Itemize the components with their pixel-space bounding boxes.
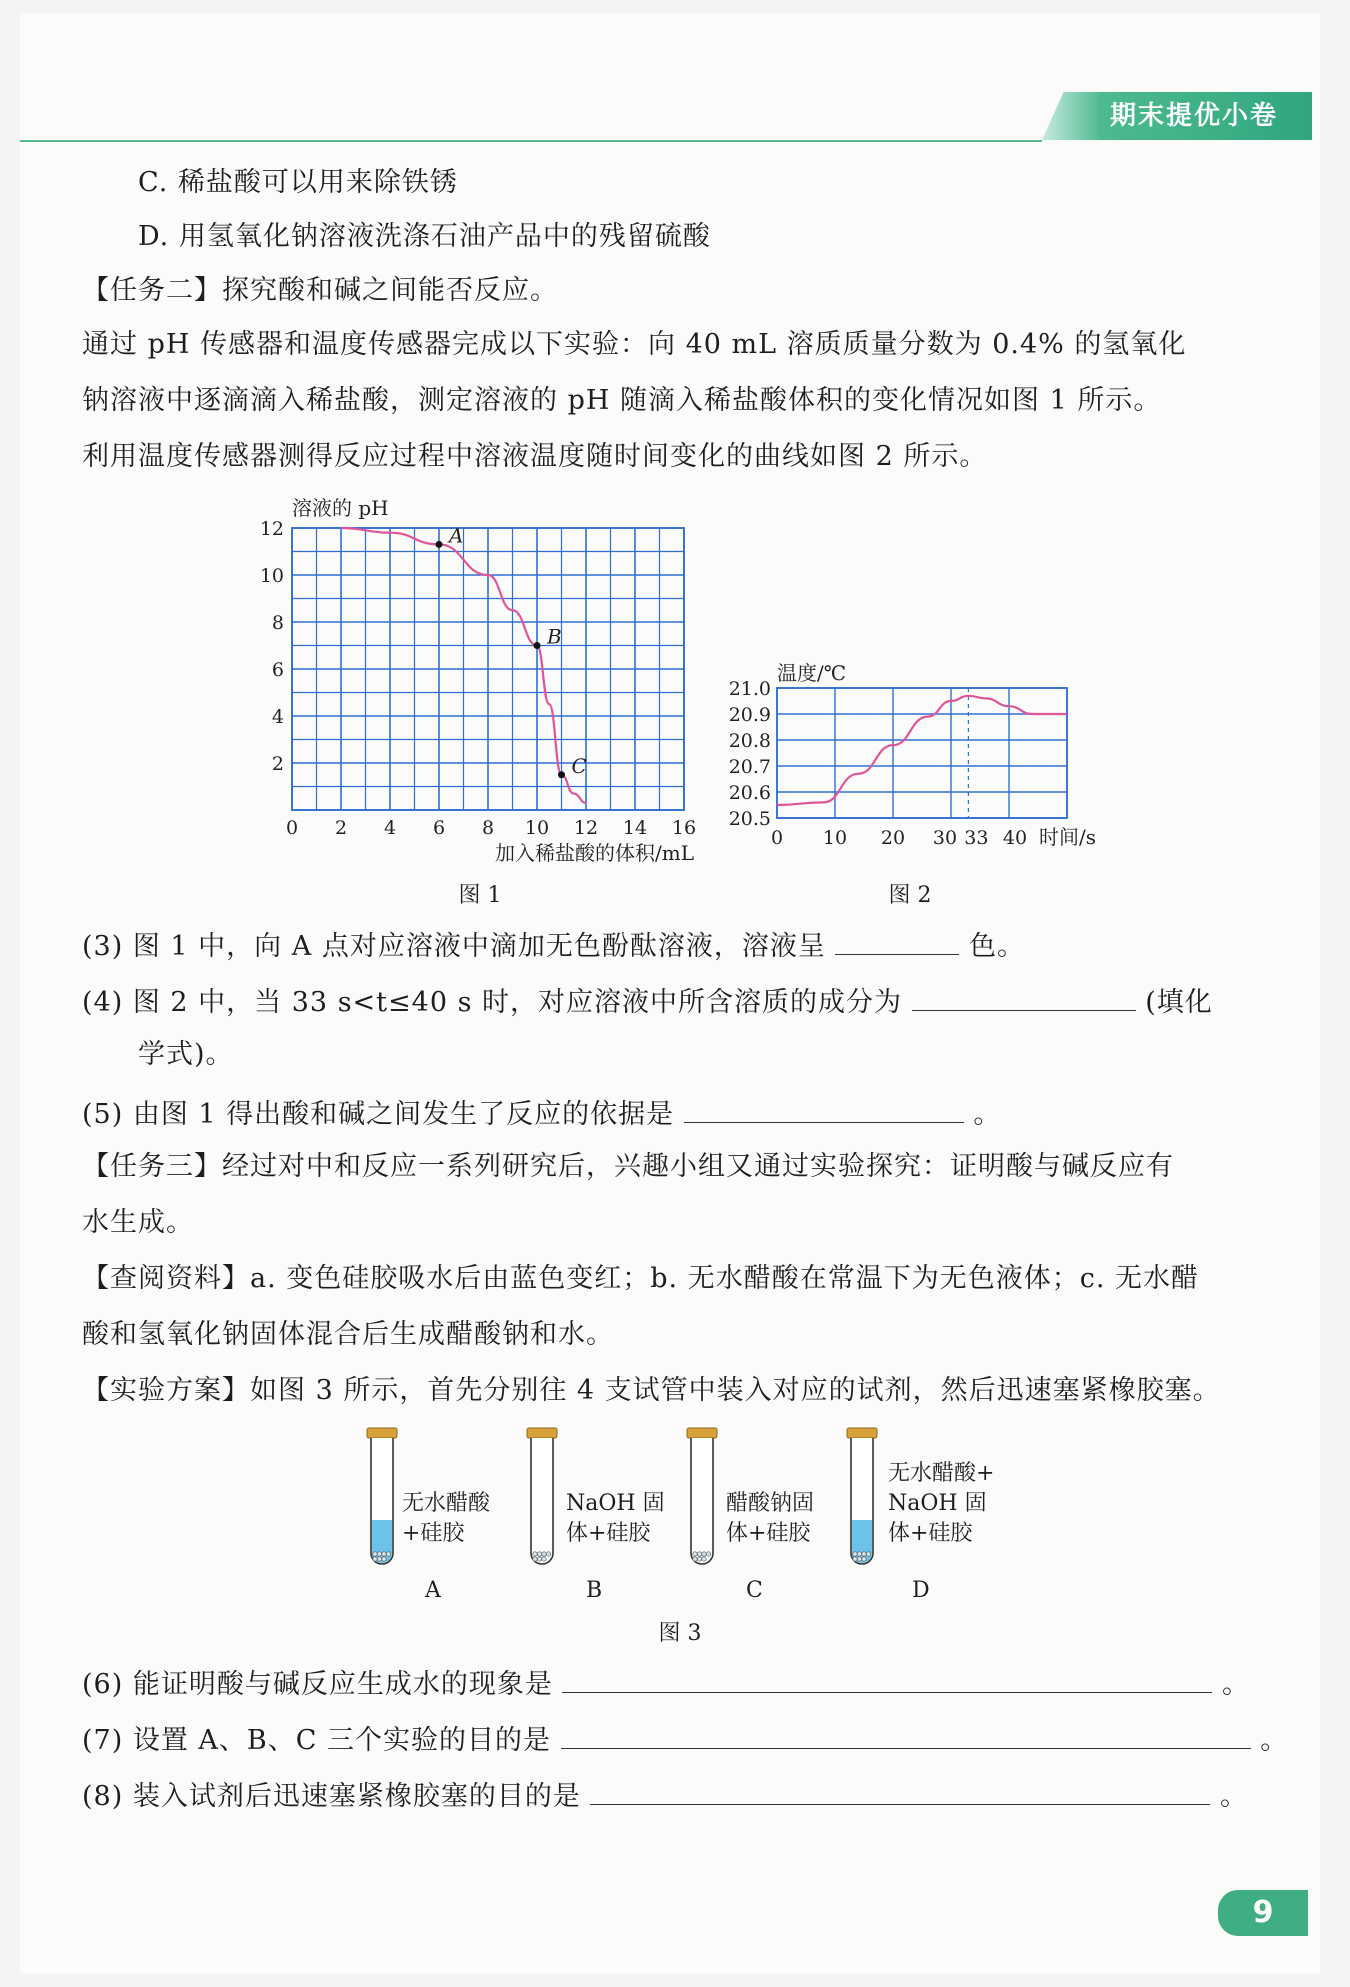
point-label-a: A	[449, 523, 464, 548]
question-8-text: (8) 装入试剂后迅速塞紧橡胶塞的目的是	[82, 1781, 581, 1812]
x-tick-label: 0	[770, 827, 784, 849]
x-tick-label: 4	[383, 817, 397, 839]
tube-d-letter: D	[912, 1578, 930, 1603]
tube-a-label-2: +硅胶	[402, 1521, 465, 1546]
silica-granule	[382, 1552, 386, 1556]
question-4-continued: 学式)。	[138, 1039, 234, 1070]
question-6-suffix: 。	[1222, 1669, 1251, 1700]
test-tube-c	[687, 1428, 717, 1564]
silica-granule	[533, 1557, 537, 1561]
tube-d-label-0: 无水醋酸+	[888, 1461, 995, 1486]
tube-b-label-2: 体+硅胶	[566, 1521, 651, 1546]
answer-blank-7[interactable]	[561, 1718, 1251, 1749]
x-tick-label: 10	[822, 827, 848, 849]
y-tick-label: 12	[259, 518, 284, 540]
tube-glass	[531, 1438, 553, 1564]
y-tick-label: 20.8	[728, 730, 771, 752]
silica-granule	[862, 1557, 866, 1561]
x-tick-label: 33	[964, 827, 989, 849]
silica-granule	[382, 1557, 386, 1561]
tube-stopper	[527, 1428, 557, 1438]
plan-line: 【实验方案】如图 3 所示，首先分别往 4 支试管中装入对应的试剂，然后迅速塞紧橡胶塞。	[82, 1375, 1221, 1406]
figure-2-caption: 图 2	[888, 883, 932, 908]
reference-line-1: 【查阅资料】a. 变色硅胶吸水后由蓝色变红；b. 无水醋酸在常温下为无色液体；c. 无水醋	[82, 1263, 1199, 1294]
y-tick-label: 2	[271, 753, 284, 775]
point-c	[558, 771, 565, 778]
task-2-heading: 【任务二】探究酸和碱之间能否反应。	[82, 275, 558, 306]
question-4	[82, 980, 1213, 1022]
figure-1-ph-chart	[250, 495, 710, 865]
silica-granule	[546, 1552, 550, 1556]
option-d: D. 用氢氧化钠溶液洗涤石油产品中的残留硫酸	[138, 221, 711, 252]
test-tube-b	[527, 1428, 557, 1564]
tube-c-label-1: 醋酸钠固	[726, 1491, 815, 1516]
x-tick-label: 12	[573, 817, 599, 839]
silica-granule	[533, 1552, 537, 1556]
question-8	[82, 1774, 1248, 1816]
silica-granule	[853, 1557, 857, 1561]
silica-granule	[377, 1557, 381, 1561]
x-tick-label: 40	[1002, 827, 1028, 849]
x-tick-label: 20	[880, 827, 906, 849]
x-tick-label: 6	[432, 817, 446, 839]
question-4-suffix: (填化	[1145, 987, 1213, 1018]
figure-2-temperature-chart	[722, 658, 1122, 868]
x-tick-label: 14	[622, 817, 648, 839]
tube-d-label-2: 体+硅胶	[888, 1521, 973, 1546]
header-title: 期末提优小卷	[1110, 101, 1279, 131]
y-tick-label: 20.9	[728, 704, 771, 726]
question-7-suffix: 。	[1260, 1725, 1289, 1756]
point-a	[436, 541, 443, 548]
test-tube-a	[367, 1428, 397, 1564]
x-tick-label: 2	[334, 817, 348, 839]
silica-granule	[857, 1552, 861, 1556]
silica-granule	[853, 1552, 857, 1556]
question-5	[82, 1092, 1001, 1134]
silica-granule	[693, 1557, 697, 1561]
answer-blank-3[interactable]	[835, 924, 959, 955]
paragraph-line-1: 通过 pH 传感器和温度传感器完成以下实验：向 40 mL 溶质质量分数为 0.4% 的氢氧化	[82, 329, 1187, 360]
question-5-text: (5) 由图 1 得出酸和碱之间发生了反应的依据是	[82, 1099, 675, 1130]
question-7-text: (7) 设置 A、B、C 三个实验的目的是	[82, 1725, 551, 1756]
x-axis-title: 加入稀盐酸的体积/mL	[495, 841, 694, 865]
plot-frame	[777, 688, 1067, 818]
test-tube-d	[847, 1428, 877, 1564]
silica-granule	[373, 1552, 377, 1556]
answer-blank-6[interactable]	[562, 1662, 1212, 1693]
y-tick-label: 8	[271, 612, 284, 634]
silica-granule	[386, 1552, 390, 1556]
silica-granule	[702, 1552, 706, 1556]
question-4-text: (4) 图 2 中，当 33 s<t≤40 s 时，对应溶液中所含溶质的成分为	[82, 987, 903, 1018]
y-tick-label: 21.0	[728, 678, 771, 700]
question-3	[82, 924, 1025, 966]
tube-stopper	[367, 1428, 397, 1438]
tube-c-label-2: 体+硅胶	[726, 1521, 811, 1546]
tube-b-letter: B	[586, 1578, 603, 1603]
question-8-suffix: 。	[1220, 1781, 1249, 1812]
task-3-line-2: 水生成。	[82, 1207, 194, 1238]
reference-line-2: 酸和氢氧化钠固体混合后生成醋酸钠和水。	[82, 1319, 614, 1350]
answer-blank-8[interactable]	[590, 1774, 1210, 1805]
y-tick-label: 20.6	[728, 782, 771, 804]
header-rule	[20, 140, 1042, 142]
point-label-b: B	[547, 624, 562, 649]
tube-c-letter: C	[746, 1578, 763, 1603]
tube-a-label-1: 无水醋酸	[402, 1491, 491, 1516]
paragraph-line-2: 钠溶液中逐滴滴入稀盐酸，测定溶液的 pH 随滴入稀盐酸体积的变化情况如图 1 所示。	[82, 385, 1162, 416]
x-tick-label: 10	[524, 817, 550, 839]
silica-granule	[857, 1557, 861, 1561]
figure-1-caption: 图 1	[458, 883, 502, 908]
question-3-suffix: 色。	[969, 931, 1026, 962]
tube-a-letter: A	[425, 1578, 441, 1603]
silica-granule	[373, 1557, 377, 1561]
silica-granule	[706, 1552, 710, 1556]
silica-granule	[537, 1552, 541, 1556]
task-3-line-1: 【任务三】经过对中和反应一系列研究后，兴趣小组又通过实验探究：证明酸与碱反应有	[82, 1151, 1174, 1182]
y-tick-label: 20.7	[728, 756, 771, 778]
y-axis-title: 溶液的 pH	[292, 496, 389, 520]
page-number: 9	[1252, 1895, 1274, 1930]
silica-granule	[693, 1552, 697, 1556]
question-7	[82, 1718, 1288, 1760]
tube-stopper	[687, 1428, 717, 1438]
silica-granule	[866, 1552, 870, 1556]
x-tick-label: 8	[481, 817, 495, 839]
point-label-c: C	[571, 753, 587, 778]
point-b	[534, 642, 541, 649]
y-tick-label: 6	[271, 659, 284, 681]
silica-granule	[697, 1552, 701, 1556]
silica-granule	[697, 1557, 701, 1561]
figure-3-caption: 图 3	[658, 1621, 702, 1646]
silica-granule	[702, 1557, 706, 1561]
paragraph-line-3: 利用温度传感器测得反应过程中溶液温度随时间变化的曲线如图 2 所示。	[82, 441, 988, 472]
x-tick-label: 16	[671, 817, 697, 839]
x-tick-label: 30	[932, 827, 958, 849]
x-axis-title: 时间/s	[1039, 825, 1097, 849]
silica-granule	[542, 1557, 546, 1561]
tube-stopper	[847, 1428, 877, 1438]
tube-b-label-1: NaOH 固	[566, 1491, 665, 1516]
answer-blank-4[interactable]	[912, 980, 1136, 1011]
question-6-text: (6) 能证明酸与碱反应生成水的现象是	[82, 1669, 553, 1700]
question-5-suffix: 。	[973, 1099, 1002, 1130]
y-axis-title: 温度/℃	[777, 661, 847, 685]
y-tick-label: 20.5	[728, 808, 771, 830]
silica-granule	[377, 1552, 381, 1556]
x-tick-label: 0	[285, 817, 299, 839]
answer-blank-5[interactable]	[684, 1092, 964, 1123]
silica-granule	[542, 1552, 546, 1556]
silica-granule	[862, 1552, 866, 1556]
question-6	[82, 1662, 1250, 1704]
tube-glass	[691, 1438, 713, 1564]
y-tick-label: 10	[259, 565, 284, 587]
tube-d-label-1: NaOH 固	[888, 1491, 987, 1516]
silica-granule	[537, 1557, 541, 1561]
temperature-curve	[777, 696, 1067, 805]
question-3-text: (3) 图 1 中，向 A 点对应溶液中滴加无色酚酞溶液，溶液呈	[82, 931, 826, 962]
y-tick-label: 4	[271, 706, 284, 728]
option-c: C. 稀盐酸可以用来除铁锈	[138, 167, 458, 198]
